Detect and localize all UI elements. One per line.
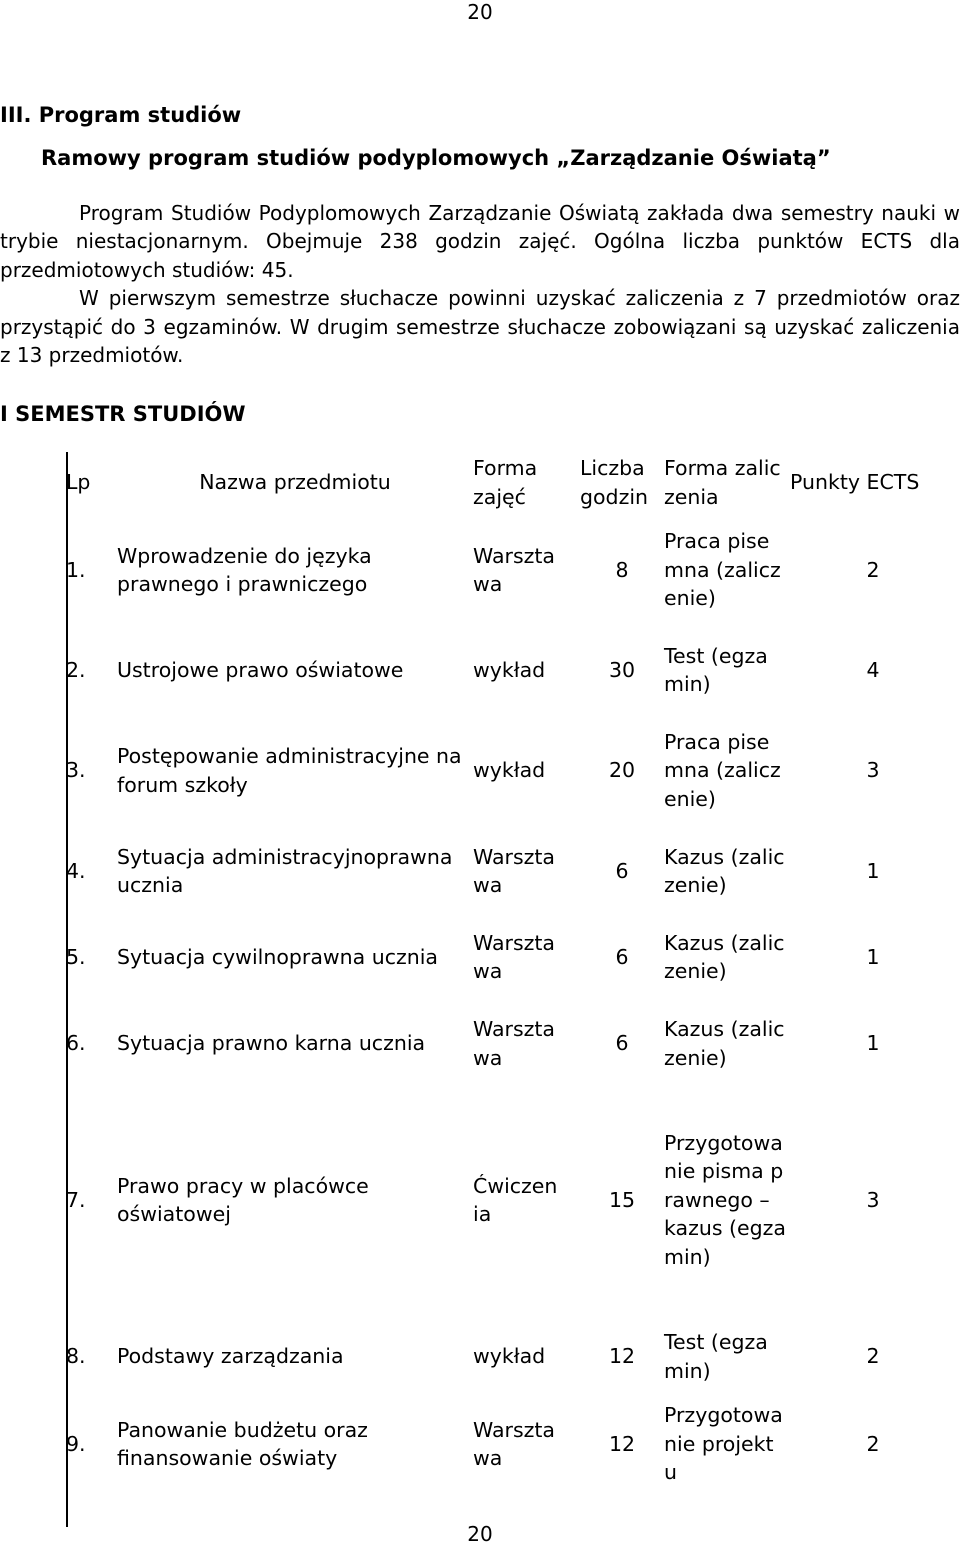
- row-lp: 5.: [66, 944, 86, 969]
- row-class-form: wykład: [473, 657, 546, 682]
- row-subject-name: Wprowadzenie do języka prawnego i prawniczego: [117, 543, 372, 596]
- row-hours: 8: [615, 557, 629, 582]
- intro-text: [0, 199, 960, 369]
- row-class-form: wykład: [473, 758, 546, 783]
- row-credit-form: Praca pisemna (zaliczenie): [664, 729, 781, 811]
- row-class-form: Warsztawa: [473, 543, 555, 596]
- header-form: Forma zajęć: [473, 456, 538, 509]
- intro-paragraph-2: W pierwszym semestrze słuchacze powinni uzyskać zaliczenia z 7 przedmiotów oraz przystąpić do 3 egzaminów. W drugim semestrze słuchacze zobowiązani są uzyskać zaliczenia z 13 przedmiotów.: [0, 286, 960, 368]
- row-subject-name: Sytuacja administracyjnoprawna ucznia: [117, 844, 453, 897]
- intro-paragraph-1: Program Studiów Podyplomowych Zarządzanie Oświatą zakłada dwa semestry nauki w trybie niestacjonarnym. Obejmuje 238 godzin zajęć. Ogólna liczba punktów ECTS dla przedmiotowych studiów: 45.: [0, 201, 960, 282]
- document-subtitle: Ramowy program studiów podyplomowych „Zarządzanie Oświatą”: [41, 146, 831, 170]
- row-lp: 2.: [66, 657, 86, 682]
- row-lp: 3.: [66, 758, 86, 783]
- header-ects: Punkty ECTS: [790, 470, 920, 495]
- row-credit-form: Przygotowanie pisma prawnego – kazus (egzamin): [664, 1130, 786, 1269]
- row-hours: 30: [608, 657, 636, 682]
- row-ects: 2: [866, 1344, 880, 1369]
- row-credit-form: Przygotowanie projektu: [664, 1403, 783, 1485]
- row-class-form: wykład: [473, 1344, 546, 1369]
- row-lp: 6.: [66, 1031, 86, 1056]
- row-credit-form: Kazus (zaliczenie): [664, 930, 785, 983]
- row-subject-name: Sytuacja prawno karna ucznia: [117, 1031, 426, 1056]
- row-ects: 1: [866, 858, 880, 883]
- row-hours: 15: [608, 1187, 636, 1212]
- row-hours: 6: [615, 944, 629, 969]
- row-lp: 7.: [66, 1187, 86, 1212]
- row-ects: 2: [866, 1431, 880, 1456]
- table-row: [66, 1313, 960, 1400]
- row-hours: 12: [608, 1431, 636, 1456]
- table-row: [66, 828, 960, 914]
- header-credit: Forma zaliczenia: [664, 456, 781, 509]
- semester-title: I SEMESTR STUDIÓW: [0, 402, 246, 426]
- row-credit-form: Test (egzamin): [664, 643, 768, 696]
- row-class-form: Warsztawa: [473, 930, 555, 983]
- row-class-form: Warsztawa: [473, 1417, 555, 1470]
- row-class-form: Warsztawa: [473, 1017, 555, 1070]
- row-ects: 3: [866, 1187, 880, 1212]
- row-subject-name: Prawo pracy w placówce oświatowej: [117, 1173, 369, 1226]
- table-header-row: [66, 452, 960, 513]
- header-hours: Liczba godzin: [580, 456, 649, 509]
- row-class-form: Warsztawa: [473, 844, 555, 897]
- table-row: [66, 627, 960, 713]
- row-subject-name: Podstawy zarządzania: [117, 1344, 344, 1369]
- section-title: III. Program studiów: [0, 103, 242, 127]
- table-row: [66, 513, 960, 627]
- row-ects: 1: [866, 944, 880, 969]
- page-number-top: 20: [467, 0, 493, 24]
- row-lp: 8.: [66, 1344, 86, 1369]
- table-row: [66, 914, 960, 1000]
- header-lp: Lp: [66, 470, 91, 495]
- row-subject-name: Panowanie budżetu oraz finansowanie oświaty: [117, 1417, 368, 1470]
- row-hours: 6: [615, 1031, 629, 1056]
- table-row: [66, 713, 960, 828]
- row-ects: 1: [866, 1031, 880, 1056]
- row-credit-form: Kazus (zaliczenie): [664, 1017, 785, 1070]
- row-credit-form: Praca pisemna (zaliczenie): [664, 529, 781, 611]
- row-ects: 4: [866, 657, 880, 682]
- row-subject-name: Postępowanie administracyjne na forum szkoły: [117, 744, 462, 797]
- program-table: [66, 452, 960, 1488]
- row-lp: 1.: [66, 557, 86, 582]
- row-ects: 3: [866, 758, 880, 783]
- table-row: [66, 1400, 960, 1488]
- row-class-form: Ćwiczenia: [473, 1173, 558, 1226]
- row-subject-name: Sytuacja cywilnoprawna ucznia: [117, 944, 438, 969]
- row-credit-form: Kazus (zaliczenie): [664, 844, 785, 897]
- row-hours: 20: [608, 758, 636, 783]
- row-subject-name: Ustrojowe prawo oświatowe: [117, 657, 404, 682]
- page-number-bottom: 20: [467, 1522, 493, 1546]
- row-lp: 9.: [66, 1431, 86, 1456]
- row-lp: 4.: [66, 858, 86, 883]
- header-name: Nazwa przedmiotu: [199, 470, 391, 495]
- row-credit-form: Test (egzamin): [664, 1330, 768, 1383]
- row-ects: 2: [866, 557, 880, 582]
- table-row: [66, 1000, 960, 1087]
- row-hours: 12: [608, 1344, 636, 1369]
- row-hours: 6: [615, 858, 629, 883]
- table-row: [66, 1087, 960, 1313]
